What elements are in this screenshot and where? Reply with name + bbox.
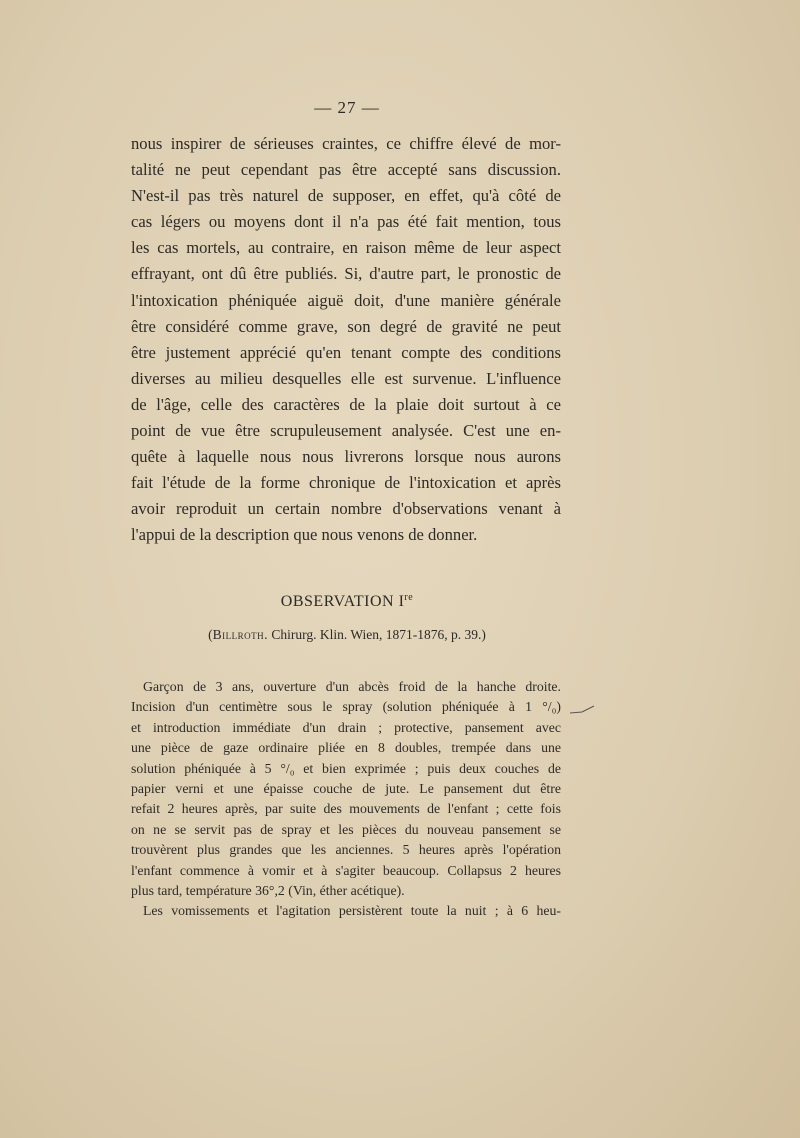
paragraph-line: point de vue être scrupuleusement analysée. C'est une en-	[131, 421, 561, 441]
page-number: — 27 —	[314, 98, 380, 117]
paragraph-line: diverses au milieu desquelles elle est survenue. L'influence	[131, 368, 561, 388]
observation-body	[131, 677, 561, 922]
observation-line: Incision d'un centimètre sous le spray (solution phéniquée à 1 °/₀)	[131, 699, 561, 715]
observation-title-text: OBSERVATION I	[280, 593, 405, 610]
paragraph-line: l'intoxication phéniquée aiguë doit, d'une manière générale	[131, 290, 561, 310]
pencil-margin-mark	[568, 703, 596, 717]
paragraph-line: avoir reproduit un certain nombre d'observations venant à	[131, 499, 561, 519]
paragraph-line: talité ne peut cependant pas être accepté sans discussion.	[131, 160, 561, 180]
paragraph-line: l'appui de la description que nous venons de donner.	[131, 525, 478, 545]
observation-line: on ne se servit pas de spray et les pièces du nouveau pansement se	[131, 821, 561, 837]
paragraph-line: N'est-il pas très naturel de supposer, en effet, qu'à côté de	[131, 186, 561, 206]
observation-line: plus tard, température 36°,2 (Vin, éther acétique).	[131, 882, 405, 898]
paragraph-line: être justement apprécié qu'en tenant compte des conditions	[131, 342, 561, 362]
reference-author: Billroth.	[212, 627, 268, 642]
observation-title-superscript: re	[404, 592, 414, 603]
reference-source: Chirurg. Klin. Wien, 1871-1876, p. 39.)	[271, 627, 486, 642]
observation-line: Les vomissements et l'agitation persistèrent toute la nuit ; à 6 heu-	[143, 903, 561, 919]
observation-line: Garçon de 3 ans, ouverture d'un abcès froid de la hanche droite.	[143, 679, 561, 694]
paragraph-line: fait l'étude de la forme chronique de l'intoxication et après	[131, 473, 561, 493]
observation-line: une pièce de gaze ordinaire pliée en 8 doubles, trempée dans une	[131, 740, 561, 756]
paragraph-line: effrayant, ont dû être publiés. Si, d'autre part, le pronostic de	[131, 264, 561, 284]
observation-line: trouvèrent plus grandes que les anciennes. 5 heures après l'opération	[131, 842, 561, 858]
observation-reference	[0, 627, 694, 643]
paragraph-line: cas légers ou moyens dont il n'a pas été fait mention, tous	[131, 212, 561, 232]
observation-line: solution phéniquée à 5 °/₀ et bien exprimée ; puis deux couches de	[131, 760, 561, 776]
paragraph-line: nous inspirer de sérieuses craintes, ce chiffre élevé de mor-	[131, 134, 561, 153]
observation-line: refait 2 heures après, par suite des mouvements de l'enfant ; cette fois	[131, 801, 561, 817]
observation-line: l'enfant commence à vomir et à s'agiter beaucoup. Collapsus 2 heures	[131, 862, 561, 878]
observation-title	[0, 592, 694, 611]
main-paragraph	[131, 131, 561, 549]
observation-line: et introduction immédiate d'un drain ; protective, pansement avec	[131, 719, 561, 735]
observation-line: papier verni et une épaisse couche de jute. Le pansement dut être	[131, 780, 561, 796]
paragraph-line: de l'âge, celle des caractères de la plaie doit surtout à ce	[131, 394, 561, 414]
paragraph-line: quête à laquelle nous nous livrerons lorsque nous aurons	[131, 447, 561, 467]
paragraph-line: les cas mortels, au contraire, en raison même de leur aspect	[131, 238, 561, 258]
paragraph-line: être considéré comme grave, son degré de gravité ne peut	[131, 316, 561, 336]
reference-open-paren: (	[208, 627, 213, 642]
